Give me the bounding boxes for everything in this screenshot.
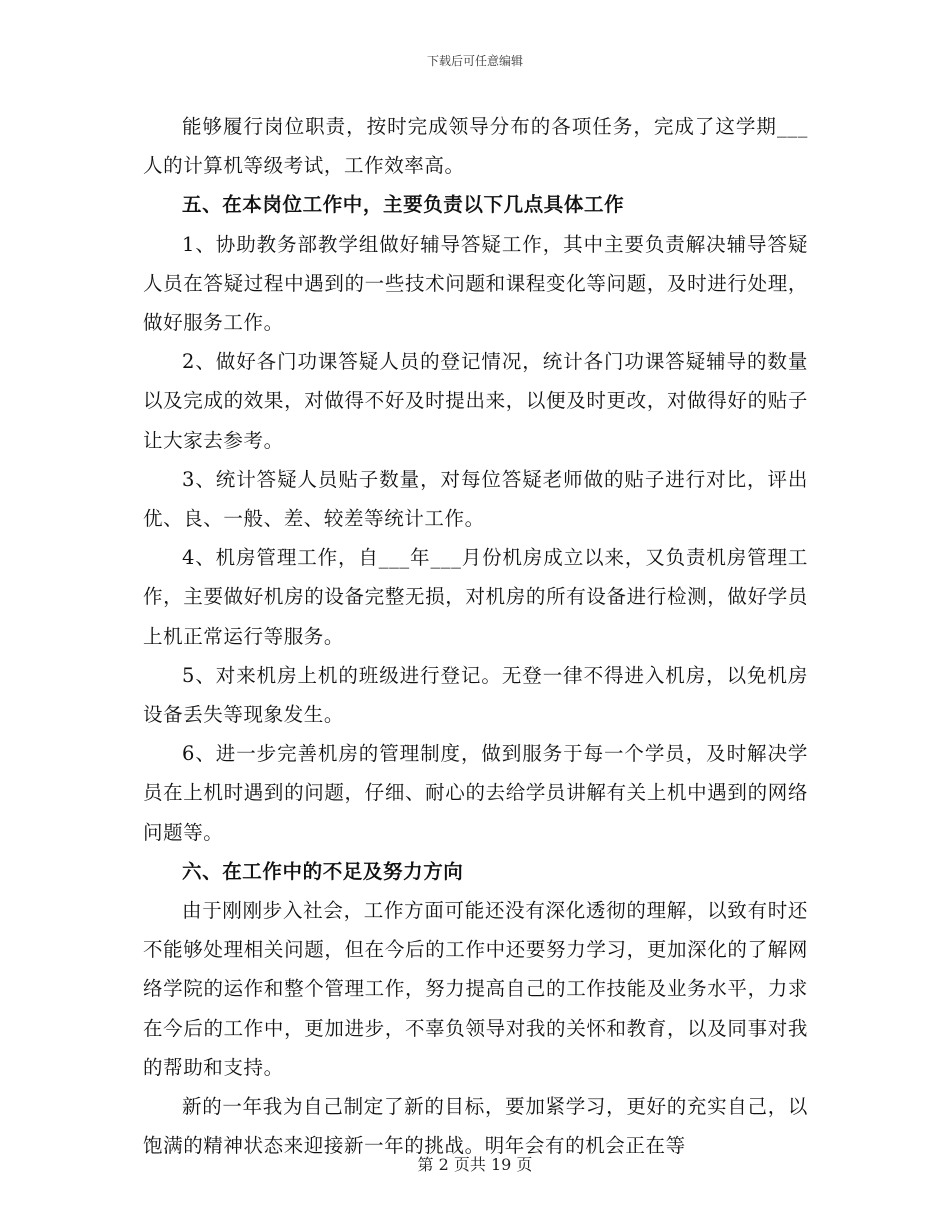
page-header: 下载后可任意编辑 — [426, 54, 523, 68]
paragraph-new-year: 新的一年我为自己制定了新的目标，要加紧学习，更好的充实自己，以饱满的精神状态来迎接新一年的挑战。明年会有的机会正在等 — [143, 1095, 808, 1158]
paragraph-item-1: 1、协助教务部教学组做好辅导答疑工作，其中主要负责解决辅导答疑人员在答疑过程中遇到的一些技术问题和课程变化等问题，及时进行处理，做好服务工作。 — [143, 232, 808, 335]
paragraph-item-5: 5、对来机房上机的班级进行登记。无登一律不得进入机房，以免机房设备丢失等现象发生。 — [143, 663, 808, 727]
page-footer: 第 2 页共 19 页 — [417, 1155, 533, 1174]
section-heading-6: 六、在工作中的不足及努力方向 — [182, 859, 464, 883]
document-body — [143, 107, 808, 1165]
paragraph-intro: 能够履行岗位职责，按时完成领导分布的各项任务，完成了这学期___人的计算机等级考试，工作效率高。 — [143, 115, 808, 178]
paragraph-item-6: 6、进一步完善机房的管理制度，做到服务于每一个学员，及时解决学员在上机时遇到的问题，仔细、耐心的去给学员讲解有关上机中遇到的网络问题等。 — [143, 742, 808, 844]
section-heading-5: 五、在本岗位工作中，主要负责以下几点具体工作 — [182, 193, 625, 217]
paragraph-item-2: 2、做好各门功课答疑人员的登记情况，统计各门功课答疑辅导的数量以及完成的效果，对做得不好及时提出来，以便及时更改，对做得好的贴子让大家去参考。 — [143, 350, 808, 452]
paragraph-shortcomings: 由于刚刚步入社会，工作方面可能还没有深化透彻的理解，以致有时还不能够处理相关问题，但在今后的工作中还要努力学习，更加深化的了解网络学院的运作和整个管理工作，努力提高自己的工作技能及业务水平，力求在今后的工作中，更加进步，不辜负领导对我的关怀和教育，以及同事对我的帮助和支持。 — [143, 899, 808, 1079]
paragraph-item-3: 3、统计答疑人员贴子数量，对每位答疑老师做的贴子进行对比，评出优、良、一般、差、较差等统计工作。 — [143, 467, 808, 531]
paragraph-item-4: 4、机房管理工作，自___年___月份机房成立以来，又负责机房管理工作，主要做好机房的设备完整无损，对机房的所有设备进行检测，做好学员上机正常运行等服务。 — [143, 546, 808, 648]
